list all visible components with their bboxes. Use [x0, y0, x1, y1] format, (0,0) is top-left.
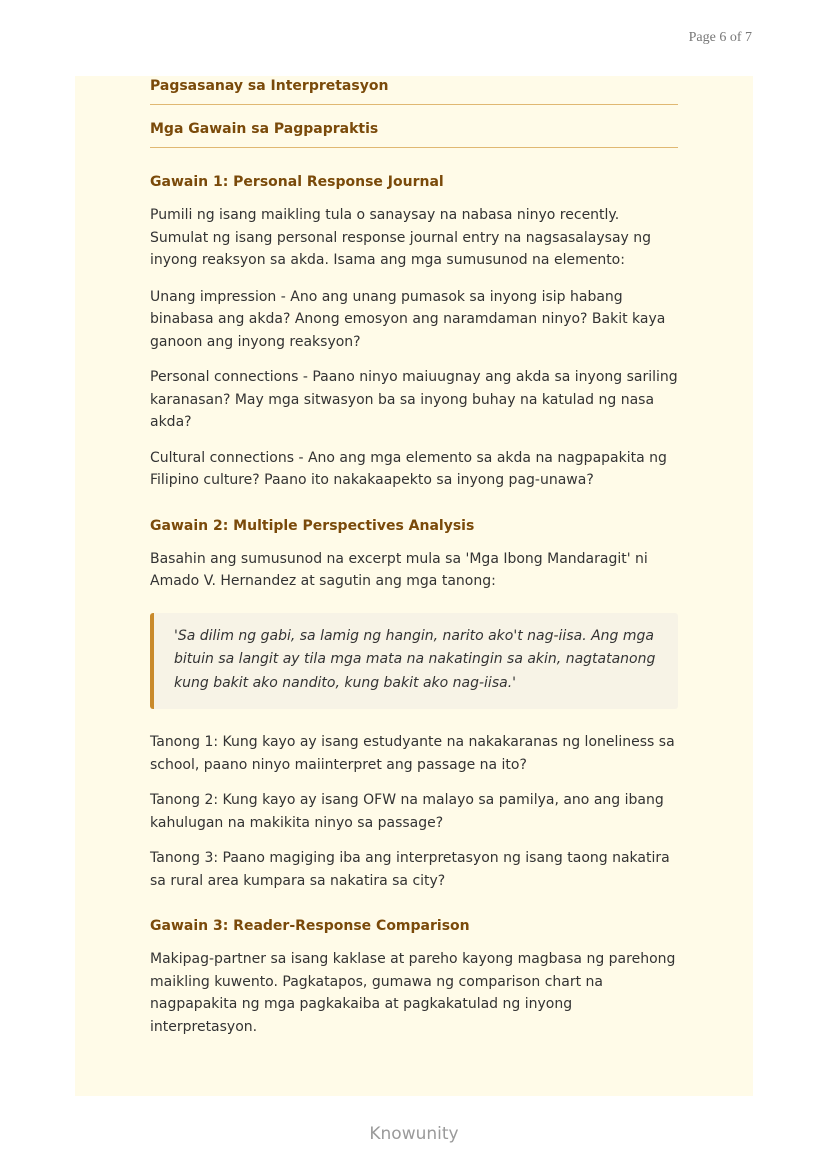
- footer-brand: Knowunity: [369, 1124, 459, 1144]
- content-card: [75, 76, 753, 1096]
- gawain1-item-personal-connections: Personal connections - Paano ninyo maiuugnay ang akda sa inyong sariling karanasan? May mga sitwasyon ba sa inyong buhay na katulad ng nasa akda?: [150, 369, 678, 430]
- gawain2-question-3: Tanong 3: Paano magiging iba ang interpretasyon ng isang taong nakatira sa rural area kumpara sa nakatira sa city?: [150, 850, 670, 889]
- gawain2-question-2: Tanong 2: Kung kayo ay isang OFW na malayo sa pamilya, ano ang ibang kahulugan na makikita ninyo sa passage?: [150, 792, 664, 831]
- gawain3-title: Gawain 3: Reader-Response Comparison: [150, 918, 470, 934]
- gawain1-title: Gawain 1: Personal Response Journal: [150, 174, 444, 190]
- gawain1-item-unang-impression: Unang impression - Ano ang unang pumasok sa inyong isip habang binabasa ang akda? Anong emosyon ang naramdaman ninyo? Bakit kaya ganoon ang inyong reaksyon?: [150, 288, 666, 350]
- content-inner: [150, 76, 678, 1038]
- excerpt-quote: 'Sa dilim ng gabi, sa lamig ng hangin, narito ako't nag-iisa. Ang mga bituin sa langit ay tila mga mata na nakatingin sa akin, nagtatanong kung bakit ako nandito, kung bakit ako nag-iisa.': [150, 613, 678, 710]
- page-number: Page 6 of 7: [688, 30, 752, 45]
- gawain1-intro: Pumili ng isang maikling tula o sanaysay na nabasa ninyo recently. Sumulat ng isang personal response journal entry na nagsasalaysay ng inyong reaksyon sa akda. Isama ang mga sumusunod na elemento:: [150, 207, 652, 268]
- gawain2-question-1: Tanong 1: Kung kayo ay isang estudyante na nakakaranas ng loneliness sa school, paano ninyo maiinterpret ang passage na ito?: [150, 734, 675, 773]
- gawain1-item-cultural-connections: Cultural connections - Ano ang mga elemento sa akda na nagpapakita ng Filipino culture? Paano ito nakakaapekto sa inyong pag-unawa?: [150, 449, 667, 488]
- section-title-practice: Mga Gawain sa Pagpapraktis: [150, 119, 678, 148]
- section-title-interpretation: Pagsasanay sa Interpretasyon: [150, 76, 678, 105]
- gawain2-title: Gawain 2: Multiple Perspectives Analysis: [150, 517, 475, 534]
- gawain3-body: Makipag-partner sa isang kaklase at pareho kayong magbasa ng parehong maikling kuwento. Pagkatapos, gumawa ng comparison chart na nagpapakita ng mga pagkakaiba at pagkakatulad ng inyong interpretasyon.: [150, 951, 676, 1035]
- gawain2-intro: Basahin ang sumusunod na excerpt mula sa 'Mga Ibong Mandaragit' ni Amado V. Hernandez at sagutin ang mga tanong:: [150, 550, 648, 589]
